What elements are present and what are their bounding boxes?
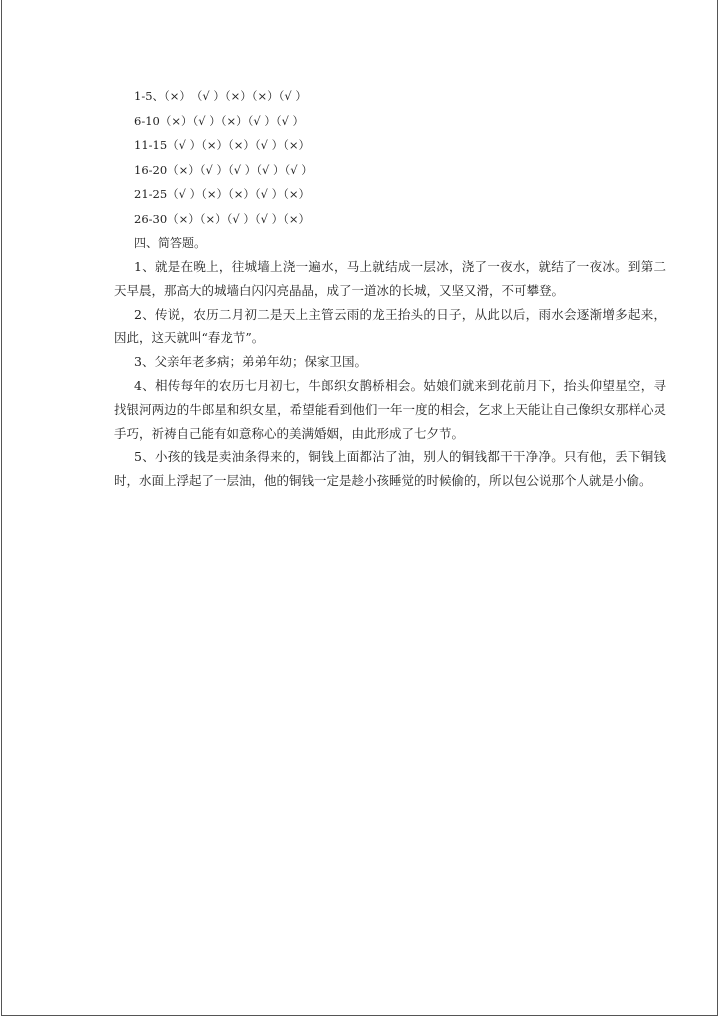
answer-sheet [114,84,666,493]
tf-answer-row: 21-25（√ ）（×）（×）（√ ）（×） [134,187,311,201]
tf-answer-row: 16-20（×）（√ ）（√ ）（√ ）（√ ） [134,162,313,177]
answer-paragraph: 2、传说，农历二月初二是天上主管云雨的龙王抬头的日子，从此以后，雨水会逐渐增多起来，因此，这天就叫“春龙节”。 [114,306,666,346]
short-answers [114,255,666,493]
answer-paragraph: 3、父亲年老多病；弟弟年幼；保家卫国。 [134,354,367,370]
tf-answer-row: 11-15（√ ）（×）（×）（√ ）（×） [134,138,311,152]
true-false-answers [114,84,666,231]
answer-paragraph: 5、小孩的钱是卖油条得来的，铜钱上面都沾了油，别人的铜钱都干干净净。只有他，丢下铜钱时，水面上浮起了一层油，他的铜钱一定是趁小孩睡觉的时候偷的，所以包公说那个人就是小偷。 [114,449,666,489]
tf-answer-row: 1-5、（×） （√ ）（×）（×）（√ ） [134,89,307,103]
answer-paragraph: 4、相传每年的农历七月初七，牛郎织女鹊桥相会。姑娘们就来到花前月下，抬头仰望星空，寻找银河两边的牛郎星和织女星，希望能看到他们一年一度的相会，乞求上天能让自己像织女那样心灵手巧，祈祷自己能有如意称心的美满婚姻，由此形成了七夕节。 [114,377,666,441]
answer-paragraph: 1、就是在晚上，往城墙上浇一遍水，马上就结成一层冰，浇了一夜水，就结了一夜冰。到第二天早晨，那高大的城墙白闪闪亮晶晶，成了一道冰的长城，又坚又滑，不可攀登。 [114,259,666,298]
tf-answer-row: 26-30（×）（×）（√ ）（√ ）（×） [134,211,311,226]
section-title: 四、简答题。 [134,236,207,250]
tf-answer-row: 6-10（×）（√ ）（×）（√ ）（√ ） [134,113,305,128]
